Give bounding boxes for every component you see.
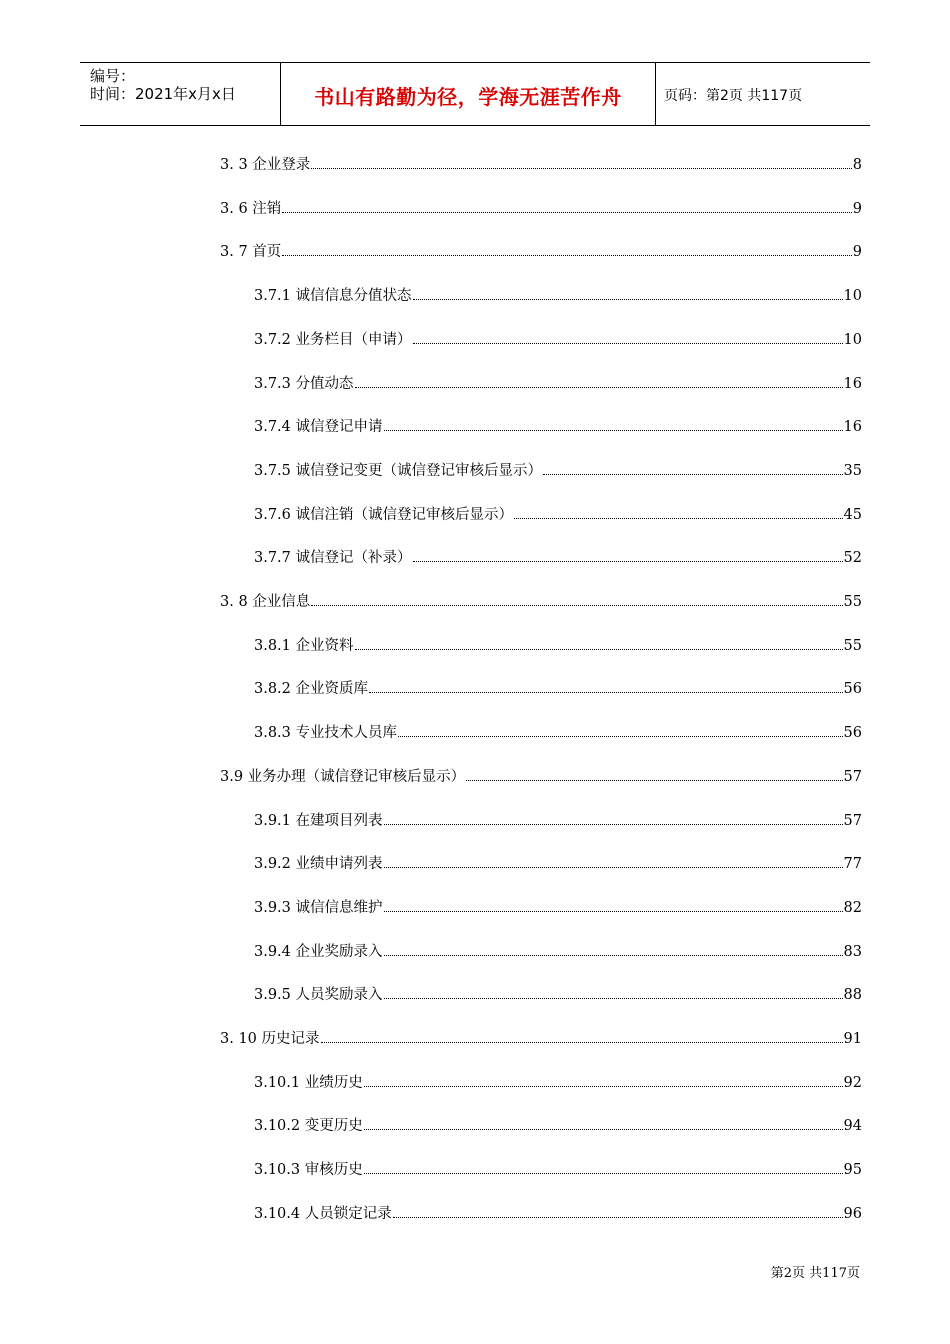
toc-entry[interactable] xyxy=(254,328,862,350)
toc-entry-page: 9 xyxy=(852,244,862,260)
toc-leader-dots xyxy=(413,298,843,300)
toc-leader-dots xyxy=(384,997,843,999)
toc-leader-dots xyxy=(364,1172,843,1174)
header-page-cell xyxy=(654,63,870,125)
toc-entry-title: 3.7.7 诚信登记（补录） xyxy=(254,550,412,566)
toc-entry-title: 3.7.5 诚信登记变更（诚信登记审核后显示） xyxy=(254,463,543,479)
toc-entry-title: 3.9.3 诚信信息维护 xyxy=(254,900,383,916)
toc-leader-dots xyxy=(393,1216,843,1218)
header-motto: 书山有路勤为径，学海无涯苦作舟 xyxy=(314,85,622,109)
toc-entry-page: 57 xyxy=(843,813,862,829)
toc-leader-dots xyxy=(282,254,851,256)
toc-entry-page: 88 xyxy=(843,987,862,1003)
toc-entry-page: 91 xyxy=(843,1031,862,1047)
toc-entry[interactable] xyxy=(254,459,862,481)
toc-entry-title: 3. 10 历史记录 xyxy=(220,1031,320,1047)
toc-leader-dots xyxy=(384,910,843,912)
toc-entry-title: 3.10.4 人员锁定记录 xyxy=(254,1206,392,1222)
toc-leader-dots xyxy=(364,1085,843,1087)
toc-leader-dots xyxy=(311,604,842,606)
toc-leader-dots xyxy=(311,167,851,169)
toc-entry-title: 3.10.2 变更历史 xyxy=(254,1118,363,1134)
toc-entry-title: 3.9.4 企业奖励录入 xyxy=(254,944,383,960)
toc-entry[interactable] xyxy=(254,415,862,437)
toc-entry-page: 45 xyxy=(843,507,862,523)
toc-entry-page: 10 xyxy=(843,332,862,348)
toc-entry-title: 3.7.2 业务栏目（申请） xyxy=(254,332,412,348)
toc-leader-dots xyxy=(398,735,843,737)
toc-entry-title: 3.7.6 诚信注销（诚信登记审核后显示） xyxy=(254,507,514,523)
toc-entry-title: 3.8.1 企业资料 xyxy=(254,638,354,654)
toc-entry[interactable] xyxy=(220,765,862,787)
toc-entry[interactable] xyxy=(220,197,862,219)
toc-entry[interactable] xyxy=(254,721,862,743)
toc-entry-title: 3.7.4 诚信登记申请 xyxy=(254,419,383,435)
toc-entry[interactable] xyxy=(220,1027,862,1049)
toc-entry[interactable] xyxy=(254,1114,862,1136)
toc-leader-dots xyxy=(384,954,843,956)
toc-entry-page: 77 xyxy=(843,856,862,872)
toc-entry-page: 52 xyxy=(843,550,862,566)
toc-entry-page: 57 xyxy=(843,769,862,785)
header-page-number: 页码：第2页 共117页 xyxy=(664,88,803,104)
toc-entry-page: 82 xyxy=(843,900,862,916)
toc-entry-page: 35 xyxy=(843,463,862,479)
toc-entry-title: 3. 7 首页 xyxy=(220,244,282,260)
toc-entry-title: 3.7.1 诚信信息分值状态 xyxy=(254,288,412,304)
toc-entry[interactable] xyxy=(254,546,862,568)
toc-entry[interactable] xyxy=(254,809,862,831)
toc-leader-dots xyxy=(384,823,843,825)
toc-leader-dots xyxy=(466,779,842,781)
toc-entry-page: 8 xyxy=(852,157,862,173)
toc-entry-title: 3. 3 企业登录 xyxy=(220,157,311,173)
toc-entry[interactable] xyxy=(254,677,862,699)
toc-entry-title: 3.9.2 业绩申请列表 xyxy=(254,856,383,872)
toc-entry[interactable] xyxy=(220,153,862,175)
toc-entry-title: 3. 6 注销 xyxy=(220,201,282,217)
toc-entry-title: 3. 8 企业信息 xyxy=(220,594,311,610)
toc-entry-page: 96 xyxy=(843,1206,862,1222)
toc-entry[interactable] xyxy=(254,940,862,962)
toc-leader-dots xyxy=(282,211,851,213)
toc-entry-title: 3.10.1 业绩历史 xyxy=(254,1075,363,1091)
toc-entry[interactable] xyxy=(254,983,862,1005)
toc-entry-title: 3.9.1 在建项目列表 xyxy=(254,813,383,829)
toc-leader-dots xyxy=(384,429,843,431)
toc-entry[interactable] xyxy=(254,284,862,306)
toc-entry[interactable] xyxy=(254,1071,862,1093)
toc-entry[interactable] xyxy=(254,1158,862,1180)
header-meta xyxy=(80,63,280,125)
toc-leader-dots xyxy=(413,560,843,562)
toc-entry-page: 16 xyxy=(843,376,862,392)
toc-entry[interactable] xyxy=(254,896,862,918)
toc-entry[interactable] xyxy=(254,1202,862,1224)
toc-entry-title: 3.10.3 审核历史 xyxy=(254,1162,363,1178)
document-date: 时间：2021年x月x日 xyxy=(90,85,236,103)
toc-leader-dots xyxy=(543,473,843,475)
toc-entry-page: 83 xyxy=(843,944,862,960)
toc-entry-page: 56 xyxy=(843,681,862,697)
toc-entry[interactable] xyxy=(254,634,862,656)
toc-entry-page: 92 xyxy=(843,1075,862,1091)
toc-leader-dots xyxy=(369,691,843,693)
toc-entry-page: 55 xyxy=(843,594,862,610)
toc-leader-dots xyxy=(364,1128,843,1130)
toc-entry[interactable] xyxy=(254,372,862,394)
toc-entry-title: 3.9 业务办理（诚信登记审核后显示） xyxy=(220,769,466,785)
toc-entry-page: 9 xyxy=(852,201,862,217)
toc-entry-title: 3.7.3 分值动态 xyxy=(254,376,354,392)
toc-leader-dots xyxy=(321,1041,843,1043)
toc-entry-page: 94 xyxy=(843,1118,862,1134)
toc-entry-page: 10 xyxy=(843,288,862,304)
toc-entry-page: 56 xyxy=(843,725,862,741)
toc-entry-title: 3.9.5 人员奖励录入 xyxy=(254,987,383,1003)
page-header xyxy=(80,62,870,126)
toc-leader-dots xyxy=(355,648,843,650)
toc-leader-dots xyxy=(514,517,843,519)
toc-entry[interactable] xyxy=(220,590,862,612)
toc-entry[interactable] xyxy=(254,503,862,525)
toc-entry-page: 55 xyxy=(843,638,862,654)
toc-entry[interactable] xyxy=(254,852,862,874)
toc-entry-page: 16 xyxy=(843,419,862,435)
toc-entry-page: 95 xyxy=(843,1162,862,1178)
toc-leader-dots xyxy=(413,342,843,344)
header-motto-cell xyxy=(280,63,656,125)
footer-page-number: 第2页 共117页 xyxy=(770,1266,860,1281)
document-number-label: 编号： xyxy=(90,67,136,85)
toc-leader-dots xyxy=(355,386,843,388)
toc-entry[interactable] xyxy=(220,240,862,262)
toc-leader-dots xyxy=(384,866,843,868)
toc-entry-title: 3.8.2 企业资质库 xyxy=(254,681,369,697)
toc-entry-title: 3.8.3 专业技术人员库 xyxy=(254,725,398,741)
